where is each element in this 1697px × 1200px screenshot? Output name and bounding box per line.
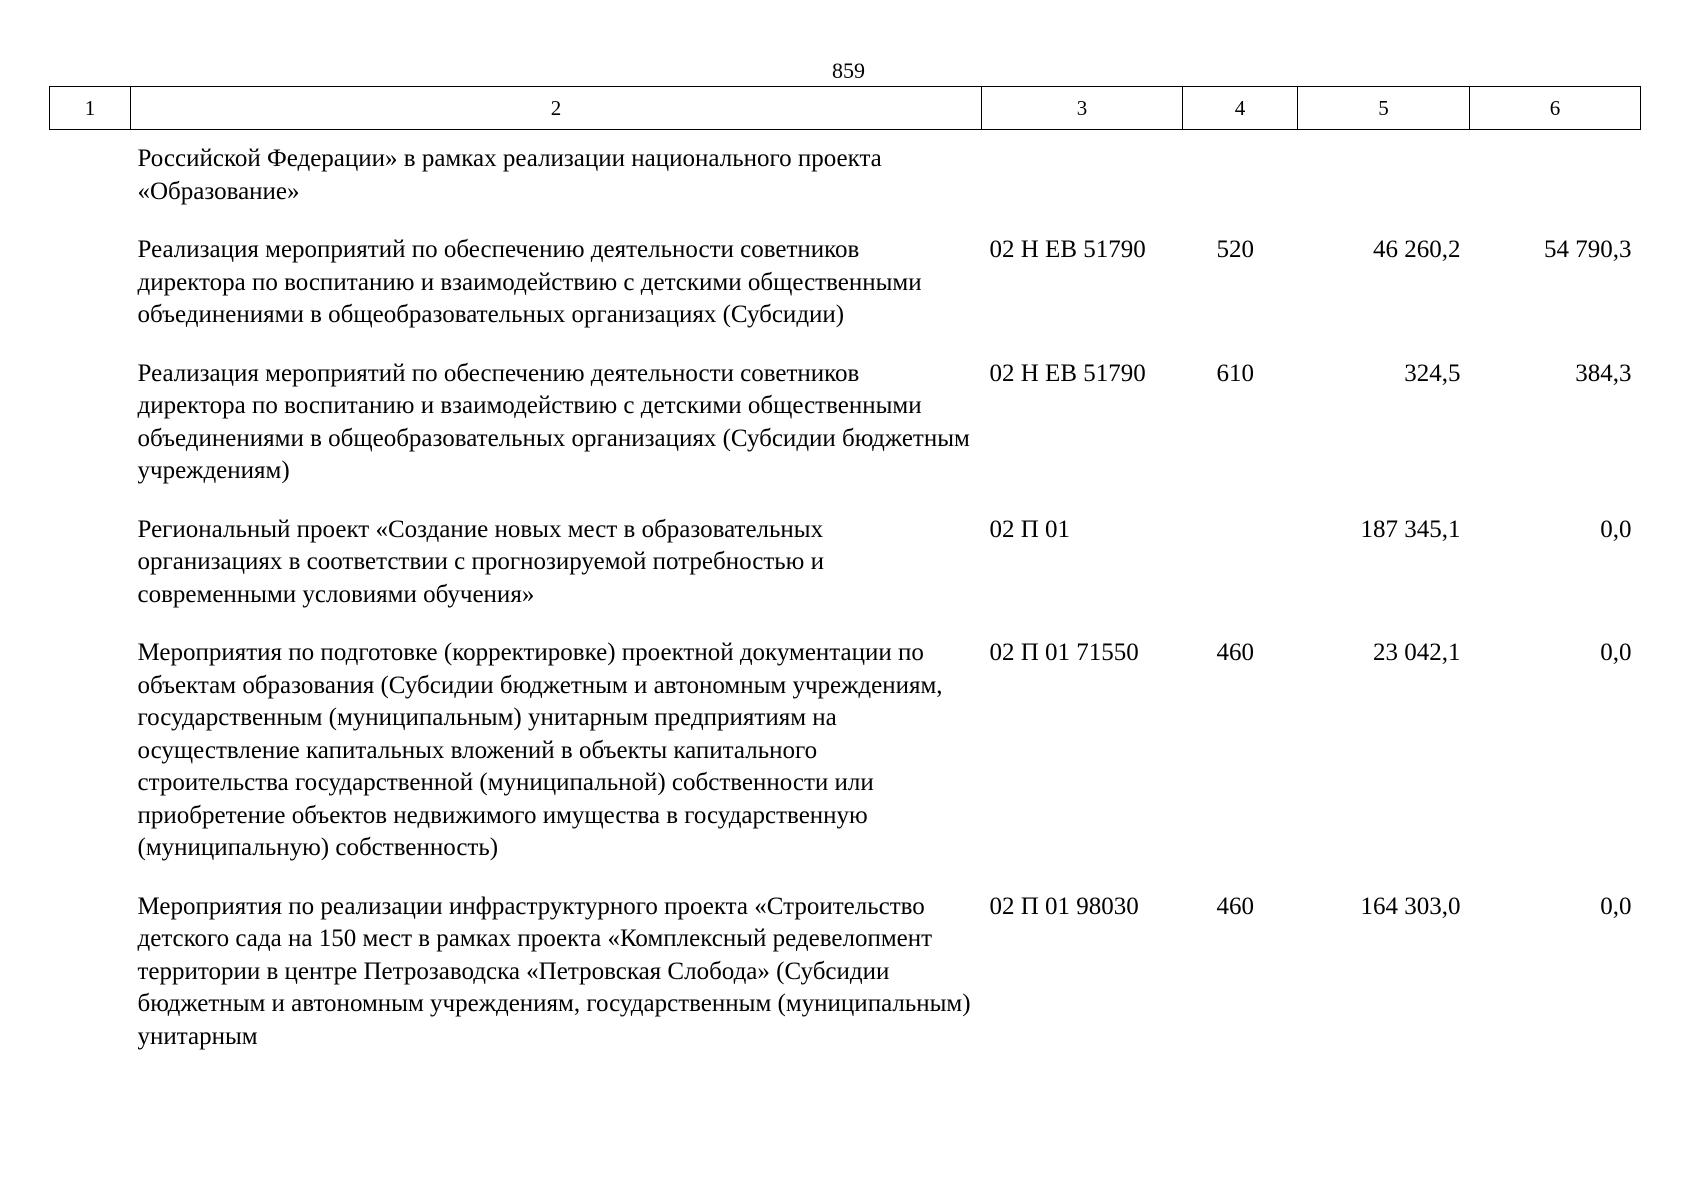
row-expense-type: 460 (1216, 639, 1254, 666)
row-description: Региональный проект «Создание новых мест в образовательных организациях в соответствии с прогнозируемой потребностью и современными условиями обучения» (137, 515, 824, 608)
table-row (50, 130, 1641, 222)
column-header-3: 3 (982, 87, 1183, 130)
page-number: 859 (832, 58, 865, 83)
row-value-5: 23 042,1 (1373, 639, 1461, 666)
column-header-1: 1 (50, 87, 131, 130)
row-code: 02 Н ЕВ 51790 (989, 359, 1146, 387)
table-row (50, 221, 1641, 345)
row-code: 02 Н ЕВ 51790 (989, 236, 1146, 263)
row-value-5: 164 303,0 (1360, 892, 1461, 920)
table-row (50, 624, 1641, 878)
row-description: Российской Федерации» в рамках реализации национального проекта «Образование» (137, 145, 882, 205)
row-expense-type (1183, 130, 1298, 222)
row-value-6: 0,0 (1600, 892, 1632, 920)
budget-table (49, 86, 1641, 1066)
column-header-6: 6 (1470, 87, 1641, 130)
row-expense-type: 520 (1216, 236, 1254, 263)
table-header-row (50, 87, 1641, 130)
row-value-6: 384,3 (1575, 359, 1632, 387)
row-code: 02 П 01 71550 (989, 639, 1139, 666)
row-description: Мероприятия по подготовке (корректировке) проектной документации по объектам образования (Субсидии бюджетным и автономным учреждениям, государственным (муниципальным) унитарным предприятиям на осуществление капитальных вложений в объекты капитального строительства государственной (муниципальной) собственности или приобретение объектов недвижимого имущества в государственную (муниципальную) собственность) (137, 639, 943, 861)
row-value-5: 324,5 (1404, 359, 1461, 387)
row-value-5: 187 345,1 (1360, 515, 1461, 543)
row-value-6: 0,0 (1600, 639, 1632, 666)
row-description: Реализация мероприятий по обеспечению деятельности советников директора по воспитанию и взаимодействию с детскими общественными объединениями в общеобразовательных организациях (Субсидии) (137, 236, 922, 328)
row-value-6: 54 790,3 (1544, 236, 1632, 263)
row-value-5 (1298, 130, 1470, 222)
row-value-6: 0,0 (1600, 515, 1632, 543)
table-row (50, 878, 1641, 1067)
row-value-5: 46 260,2 (1373, 236, 1461, 263)
row-code: 02 П 01 98030 (989, 892, 1139, 920)
row-expense-type: 460 (1216, 892, 1254, 920)
table-row (50, 501, 1641, 625)
row-value-6 (1470, 130, 1641, 222)
row-code (982, 130, 1183, 222)
row-expense-type: 610 (1216, 359, 1254, 387)
table-row (50, 345, 1641, 501)
row-expense-type (1183, 501, 1298, 625)
column-header-2: 2 (131, 87, 982, 130)
row-description: Мероприятия по реализации инфраструктурного проекта «Строительство детского сада на 150 мест в рамках проекта «Комплексный редевелопмент территории в центре Петрозаводска «Петровская Слобода» (Субсидии бюджетным и автономным учреждениям, государственным (муниципальным) унитарным (137, 892, 971, 1050)
column-header-5: 5 (1298, 87, 1470, 130)
row-description: Реализация мероприятий по обеспечению деятельности советников директора по воспитанию и взаимодействию с детскими общественными объединениями в общеобразовательных организациях (Субсидии бюджетным учреждениям) (137, 359, 970, 484)
row-code: 02 П 01 (989, 515, 1071, 543)
column-header-4: 4 (1183, 87, 1298, 130)
